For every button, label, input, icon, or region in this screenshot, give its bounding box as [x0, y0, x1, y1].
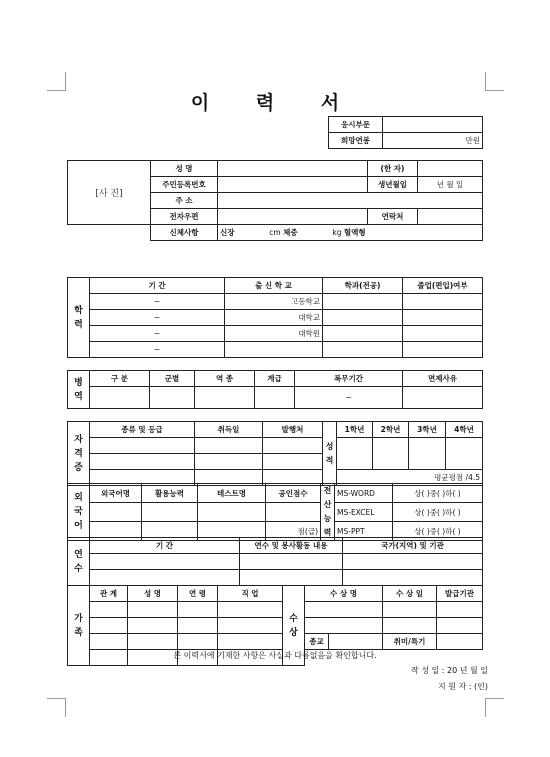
- family-age[interactable]: [178, 618, 218, 634]
- lang-name[interactable]: [90, 503, 142, 522]
- lang-test[interactable]: [198, 503, 266, 522]
- lang-header-score: 공인점수: [266, 484, 321, 503]
- phone-label: 연락처: [368, 209, 418, 225]
- email-label: 전자우편: [151, 209, 218, 225]
- edu-school[interactable]: 고등학교: [225, 294, 323, 310]
- cert-type[interactable]: [90, 454, 195, 470]
- military-table: [67, 370, 483, 409]
- certificate-table: [67, 421, 483, 486]
- edu-major[interactable]: [323, 326, 403, 342]
- award-date[interactable]: [383, 602, 437, 618]
- family-job[interactable]: [218, 618, 283, 634]
- comp-level-excel[interactable]: 상( )중( )하( ): [393, 503, 483, 522]
- body-label: 신체사항: [151, 225, 218, 241]
- family-relation[interactable]: [90, 634, 128, 650]
- address-label: 주 소: [151, 193, 218, 209]
- edu-period[interactable]: ~: [90, 326, 225, 342]
- award-header-date: 수 상 일: [383, 586, 437, 602]
- lang-score[interactable]: [266, 503, 321, 522]
- education-table: [67, 277, 483, 358]
- rrn-label: 주민등록번호: [151, 177, 218, 193]
- apply-dept-label: 응시부문: [329, 117, 383, 133]
- lang-header-name: 외국어명: [90, 484, 142, 503]
- apply-table: [328, 116, 483, 149]
- award-name[interactable]: [305, 602, 383, 618]
- training-period[interactable]: [90, 570, 240, 586]
- edu-major[interactable]: [323, 342, 403, 358]
- height-label: 신장: [220, 228, 235, 237]
- mil-period[interactable]: ~: [295, 387, 403, 409]
- mil-type[interactable]: [90, 387, 150, 409]
- grade-2[interactable]: [373, 438, 409, 470]
- training-period[interactable]: [90, 554, 240, 570]
- mil-header-exempt: 면제사유: [403, 371, 483, 387]
- salary-label: 희망연봉: [329, 133, 383, 149]
- hanja-label: (한 자): [368, 161, 418, 177]
- lang-header-test: 테스트명: [198, 484, 266, 503]
- family-side-label: 가족: [68, 586, 90, 666]
- family-job[interactable]: [218, 602, 283, 618]
- hobby-field[interactable]: [437, 634, 483, 650]
- family-job[interactable]: [218, 634, 283, 650]
- award-name[interactable]: [305, 618, 383, 634]
- mil-header-role: 역 종: [195, 371, 255, 387]
- edu-period[interactable]: ~: [90, 310, 225, 326]
- lang-level[interactable]: [142, 503, 198, 522]
- cert-header-type: 종류 및 등급: [90, 422, 195, 438]
- grade-year-1: 1학년: [337, 422, 373, 438]
- weight-unit: kg: [332, 228, 342, 237]
- name-field[interactable]: [218, 161, 368, 177]
- comp-item-ppt: MS-PPT: [335, 522, 393, 541]
- height-unit: cm: [269, 228, 281, 237]
- award-side-label: 수상: [283, 586, 305, 666]
- salary-value[interactable]: 만원: [383, 133, 483, 149]
- lang-header-level: 활용능력: [142, 484, 198, 503]
- edu-header-period: 기 간: [90, 278, 225, 294]
- edu-school[interactable]: 대학원: [225, 326, 323, 342]
- edu-school[interactable]: [225, 342, 323, 358]
- military-side-label: 병역: [68, 371, 90, 409]
- cert-issuer[interactable]: [263, 438, 323, 454]
- edu-status[interactable]: [403, 310, 483, 326]
- training-header-content: 연수 및 봉사활동 내용: [240, 538, 343, 554]
- grade-side-label: 성적: [323, 422, 337, 486]
- mil-rank[interactable]: [255, 387, 295, 409]
- blood-label: 혈액형: [343, 228, 366, 237]
- applicant-signature[interactable]: 지 원 자 : (인): [437, 682, 488, 691]
- training-table: [67, 537, 483, 586]
- photo-box[interactable]: [사 진]: [68, 161, 151, 225]
- training-org[interactable]: [343, 554, 483, 570]
- grade-3[interactable]: [409, 438, 446, 470]
- education-side-label: 학력: [68, 278, 90, 358]
- cert-date[interactable]: [195, 438, 263, 454]
- religion-label: 종교: [305, 634, 329, 650]
- address-field[interactable]: [218, 193, 483, 209]
- training-content[interactable]: [240, 570, 343, 586]
- comp-item-word: MS-WORD: [335, 484, 393, 503]
- computer-side-label: 전산능력: [321, 484, 335, 541]
- hanja-field[interactable]: [418, 161, 483, 177]
- award-issuer[interactable]: [437, 602, 483, 618]
- family-name[interactable]: [128, 634, 178, 650]
- language-table: [67, 483, 483, 541]
- document-title: 이 력 서: [190, 92, 360, 114]
- mil-header-type: 구 분: [90, 371, 150, 387]
- training-content[interactable]: [240, 554, 343, 570]
- family-name[interactable]: [128, 618, 178, 634]
- family-age[interactable]: [178, 634, 218, 650]
- religion-field[interactable]: [329, 634, 383, 650]
- comp-level-ppt[interactable]: 상( )중( )하( ): [393, 522, 483, 541]
- training-side-label: 연수: [68, 538, 90, 586]
- cert-header-issuer: 발행처: [263, 422, 323, 438]
- family-relation[interactable]: [90, 618, 128, 634]
- edu-status[interactable]: [403, 294, 483, 310]
- edu-status[interactable]: [403, 326, 483, 342]
- edu-period[interactable]: ~: [90, 342, 225, 358]
- language-side-label: 외국어: [68, 484, 90, 541]
- date-line[interactable]: 작 성 일 : 20 년 월 일: [410, 666, 488, 675]
- grade-year-4: 4학년: [446, 422, 483, 438]
- personal-table: [67, 160, 483, 241]
- cert-issuer[interactable]: [263, 454, 323, 470]
- training-org[interactable]: [343, 570, 483, 586]
- photo-spacer: [68, 225, 151, 241]
- mil-header-branch: 군별: [150, 371, 195, 387]
- mil-header-period: 복무기간: [295, 371, 403, 387]
- award-header-name: 수 상 명: [305, 586, 383, 602]
- training-header-period: 기 간: [90, 538, 240, 554]
- edu-school[interactable]: 대학교: [225, 310, 323, 326]
- edu-period[interactable]: ~: [90, 294, 225, 310]
- phone-field[interactable]: [418, 209, 483, 225]
- grade-average[interactable]: 평균평점 /4.5: [337, 470, 483, 486]
- hobby-label: 취미/특기: [383, 634, 437, 650]
- crop-mark: [47, 698, 66, 717]
- cert-type[interactable]: [90, 438, 195, 454]
- body-field[interactable]: [218, 225, 483, 241]
- lang-score-unit[interactable]: 점(급): [266, 522, 321, 541]
- mil-role[interactable]: [195, 387, 255, 409]
- grade-year-3: 3학년: [409, 422, 446, 438]
- mil-header-rank: 계급: [255, 371, 295, 387]
- family-relation[interactable]: [90, 602, 128, 618]
- comp-level-word[interactable]: 상( )중( )하( ): [393, 484, 483, 503]
- grade-1[interactable]: [337, 438, 373, 470]
- family-name[interactable]: [128, 602, 178, 618]
- mil-exempt[interactable]: [403, 387, 483, 409]
- family-age[interactable]: [178, 602, 218, 618]
- training-header-org: 국가(지역) 및 기관: [343, 538, 483, 554]
- crop-mark: [485, 698, 504, 717]
- family-header-name: 성 명: [128, 586, 178, 602]
- rrn-field[interactable]: [218, 177, 368, 193]
- confirmation-text: 본 이력서에 기재한 사항은 사실과 다름없음을 확인합니다.: [173, 651, 377, 660]
- edu-header-major: 학과(전공): [323, 278, 403, 294]
- apply-dept-value[interactable]: [383, 117, 483, 133]
- family-header-relation: 관 계: [90, 586, 128, 602]
- grade-4[interactable]: [446, 438, 483, 470]
- edu-header-status: 졸업(편입)여부: [403, 278, 483, 294]
- email-field[interactable]: [218, 209, 368, 225]
- certificate-side-label: 자격증: [68, 422, 90, 486]
- cert-header-date: 취득일: [195, 422, 263, 438]
- edu-major[interactable]: [323, 294, 403, 310]
- edu-status[interactable]: [403, 342, 483, 358]
- name-label: 성 명: [151, 161, 218, 177]
- birth-field[interactable]: 년 월 일: [418, 177, 483, 193]
- comp-item-excel: MS-EXCEL: [335, 503, 393, 522]
- family-header-age: 연 령: [178, 586, 218, 602]
- family-header-job: 직 업: [218, 586, 283, 602]
- edu-header-school: 출 신 학 교: [225, 278, 323, 294]
- cert-date[interactable]: [195, 454, 263, 470]
- edu-major[interactable]: [323, 310, 403, 326]
- mil-branch[interactable]: [150, 387, 195, 409]
- award-header-issuer: 발급기관: [437, 586, 483, 602]
- award-date[interactable]: [383, 618, 437, 634]
- weight-label: 체중: [283, 228, 298, 237]
- award-issuer[interactable]: [437, 618, 483, 634]
- grade-year-2: 2학년: [373, 422, 409, 438]
- birth-label: 생년월일: [368, 177, 418, 193]
